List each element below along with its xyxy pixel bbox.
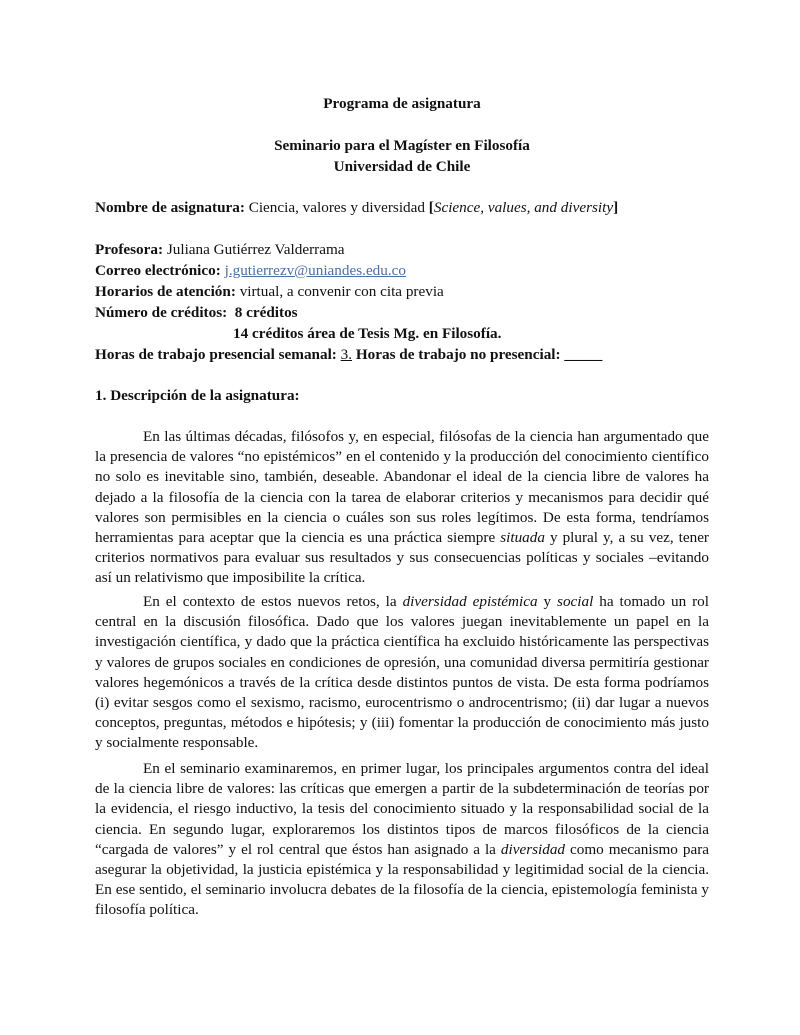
paragraph-2-emphasis-2: social — [557, 593, 594, 610]
paragraph-1-text-a: En las últimas décadas, filósofos y, en especial, filósofas de la ciencia han argumentado que la presencia de valores “no epistémicos” en el contenido y la producción del conocimiento científico no solo es inevitable sino, también, deseable. Abandonar el ideal de la ciencia libre de valores ha dejado a la filosofía de la ciencia con la tarea de elaborar criterios y mecanismos para decidir qué valores son permisibles en la ciencia o cuáles son sus roles legítimos. De esta forma, tendríamos herramientas para aceptar que la ciencia es una práctica siempre — [95, 428, 709, 547]
credits-line — [95, 304, 298, 322]
document-title: Programa de asignatura — [323, 95, 481, 112]
course-name-english: Science, values, and diversity — [433, 199, 614, 216]
course-name-line — [95, 199, 618, 217]
presencial-value: 3. — [340, 346, 353, 363]
email-label: Correo electrónico: — [95, 262, 221, 279]
thesis-credits: 14 créditos área de Tesis Mg. en Filosofía. — [233, 325, 502, 342]
paragraph-1-emphasis: situada — [500, 529, 545, 547]
email-link[interactable]: j.gutierrezv@uniandes.edu.co — [224, 262, 406, 279]
paragraph-1 — [95, 427, 709, 589]
office-hours-line — [95, 283, 444, 301]
work-hours-line — [95, 346, 602, 364]
paragraph-3-text-a: En el seminario examinaremos, en primer lugar, los principales argumentos contra del ideal de la ciencia libre de valores: las críticas que emergen a partir de la subdeterminación de teorías por la evidencia, el riesgo inductivo, la tesis del conocimiento situado y la responsabilidad social de la ciencia. En segundo lugar, exploraremos los distintos tipos de marcos filosóficos de la ciencia “cargada de valores” y el rol central que éstos han asignado a la — [95, 760, 709, 858]
credits-value: 8 créditos — [234, 304, 298, 321]
office-hours-label: Horarios de atención: — [95, 283, 236, 300]
nopresencial-value: _____ — [564, 346, 603, 363]
professor-line — [95, 241, 345, 259]
paragraph-2-text-b: y — [537, 593, 558, 610]
paragraph-2-emphasis-1: diversidad epistémica — [402, 593, 538, 610]
office-hours-value: virtual, a convenir con cita previa — [239, 283, 444, 300]
email-line — [95, 262, 406, 280]
course-name-value: Ciencia, valores y diversidad — [248, 199, 425, 216]
credits-label: Número de créditos: — [95, 304, 228, 321]
paragraph-3-emphasis: diversidad — [500, 840, 566, 858]
professor-label: Profesora: — [95, 241, 164, 258]
bracket-close: ] — [613, 199, 619, 216]
paragraph-2-text-a: En el contexto de estos nuevos retos, la — [143, 593, 403, 610]
course-name-label: Nombre de asignatura: — [95, 199, 245, 216]
section-1-heading: 1. Descripción de la asignatura: — [95, 387, 300, 404]
paragraph-3 — [95, 759, 709, 921]
paragraph-3-text-b: como mecanismo para asegurar la objetividad, la justicia epistémica y la responsabilidad y legitimidad social de la ciencia. En ese sentido, el seminario involucra debates de la filosofía de la ciencia, epistemología feminista y filosofía política. — [95, 840, 709, 919]
paragraph-2 — [95, 592, 709, 754]
presencial-label: Horas de trabajo presencial semanal: — [95, 346, 337, 363]
university-name: Universidad de Chile — [333, 158, 471, 175]
paragraph-1-text-b: y plural y, a su vez, tener criterios normativos para evaluar sus resultados y sus consecuencias políticas y sociales –evitando así un relativismo que imposibilite la crítica. — [95, 529, 709, 587]
professor-name: Juliana Gutiérrez Valderrama — [166, 241, 345, 258]
nopresencial-label: Horas de trabajo no presencial: — [355, 346, 561, 363]
bracket-open: [ — [428, 199, 434, 216]
paragraph-2-text-c: ha tomado un rol central en la discusión filosófica. Dado que los valores juegan inevitablemente un papel en la investigación científica, y dado que la práctica científica ha excluido históricamente las perspectivas y valores de grupos sociales en condiciones de opresión, una comunidad diversa permitiría gestionar valores hegemónicos a través de la crítica desde distintos puntos de vista. De esta forma podríamos (i) evitar sesgos como el sexismo, racismo, eurocentrismo o androcentrismo; (ii) dar lugar a nuevos conceptos, preguntas, métodos e hipótesis; y (iii) fomentar la producción de conocimiento más justo y socialmente responsable. — [95, 593, 709, 752]
seminar-title: Seminario para el Magíster en Filosofía — [274, 137, 530, 154]
